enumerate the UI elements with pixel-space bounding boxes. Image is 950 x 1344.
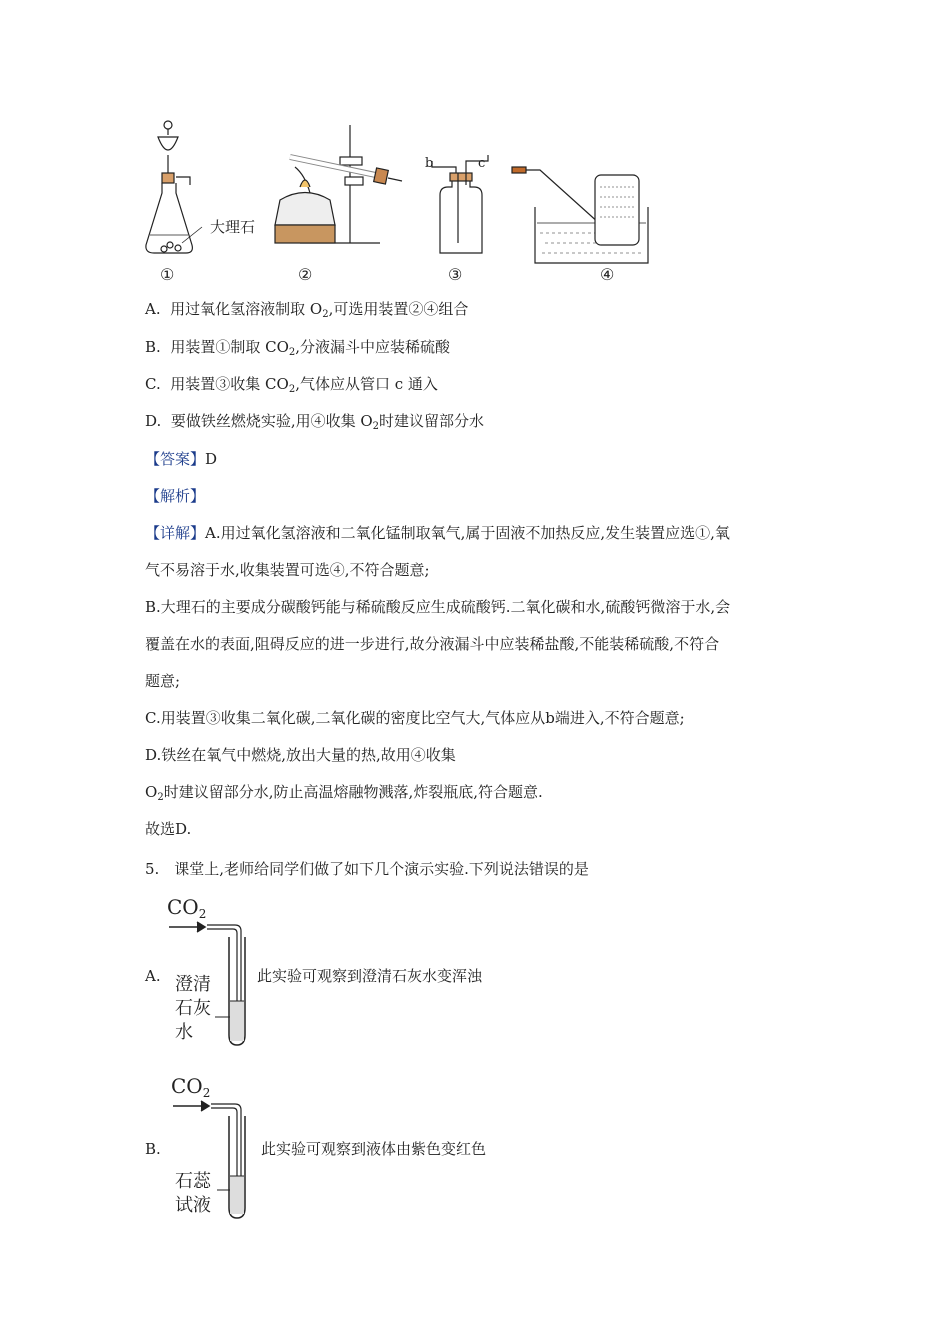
q4-conclusion: 故选D.	[145, 820, 192, 838]
tube-c-label: c	[478, 156, 486, 171]
apparatus-2	[275, 125, 402, 243]
q4-option-c: C. 用装置③收集 $CO_2$,气体应从管口 c 通入	[145, 375, 438, 395]
q4-detail-line-4: 覆盖在水的表面,阻碍反应的进一步进行,故分液漏斗中应装稀盐酸,不能装稀硫酸,不符合	[145, 635, 720, 653]
apparatus-figure	[140, 115, 660, 290]
q4-detail-line-3: B.大理石的主要成分碳酸钙能与稀硫酸反应生成硫酸钙.二氧化碳和水,硫酸钙微溶于水,会	[145, 598, 731, 616]
apparatus-4	[512, 167, 648, 263]
q5-option-a-prefix: A.	[145, 967, 161, 985]
q5-option-a-text: 此实验可观察到澄清石灰水变浑浊	[257, 967, 483, 985]
marble-label: 大理石	[210, 218, 256, 236]
q5-a-gas-label: $CO_2$	[167, 895, 207, 921]
q4-answer	[145, 448, 217, 469]
detail-tag: 【详解】	[145, 524, 206, 542]
q5-option-b-text: 此实验可观察到液体由紫色变红色	[261, 1140, 487, 1158]
apparatus-label-1: ①	[160, 265, 175, 284]
tube-b-label: b	[425, 156, 434, 171]
q4-detail-line-7: D.铁丝在氧气中燃烧,放出大量的热,故用④收集	[145, 746, 456, 764]
apparatus-drawing	[140, 115, 660, 290]
apparatus-1	[146, 121, 202, 253]
answer-tag: 【答案】	[145, 450, 206, 468]
q5-b-liquid-label: 石蕊 试液	[175, 1171, 211, 1216]
q5-a-liquid-label: 澄清 石灰 水	[175, 974, 211, 1043]
q4-detail-line-5: 题意;	[145, 672, 181, 690]
q5-option-b	[145, 1072, 645, 1232]
q4-option-a: A. 用过氧化氢溶液制取 $O_2$,可选用装置②④组合	[145, 300, 469, 320]
q4-detail-line-6: C.用装置③收集二氧化碳,二氧化碳的密度比空气大,气体应从b端进入,不符合题意;	[145, 709, 685, 727]
q4-analysis-tag: 【解析】	[145, 487, 206, 505]
q4-option-b: B. 用装置①制取 $CO_2$,分液漏斗中应装稀硫酸	[145, 338, 451, 358]
q4-detail-line-8: $O_2$时建议留部分水,防止高温熔融物溅落,炸裂瓶底,符合题意.	[145, 783, 543, 803]
q5-stem: 5. 课堂上,老师给同学们做了如下几个演示实验.下列说法错误的是	[145, 860, 589, 878]
q4-detail-line-1: 【详解】A.用过氧化氢溶液和二氧化锰制取氧气,属于固液不加热反应,发生装置应选①,氧	[145, 524, 730, 542]
answer-value: D	[205, 450, 218, 468]
q4-detail-line-2: 气不易溶于水,收集装置可选④,不符合题意;	[145, 561, 430, 579]
apparatus-label-3: ③	[448, 265, 463, 284]
q4-option-d: D. 要做铁丝燃烧实验,用④收集 $O_2$时建议留部分水	[145, 412, 485, 432]
apparatus-label-4: ④	[600, 265, 615, 284]
q5-b-gas-label: $CO_2$	[171, 1074, 211, 1100]
q5-option-b-prefix: B.	[145, 1140, 161, 1158]
apparatus-label-2: ②	[298, 265, 313, 284]
q5-option-a	[145, 895, 645, 1055]
